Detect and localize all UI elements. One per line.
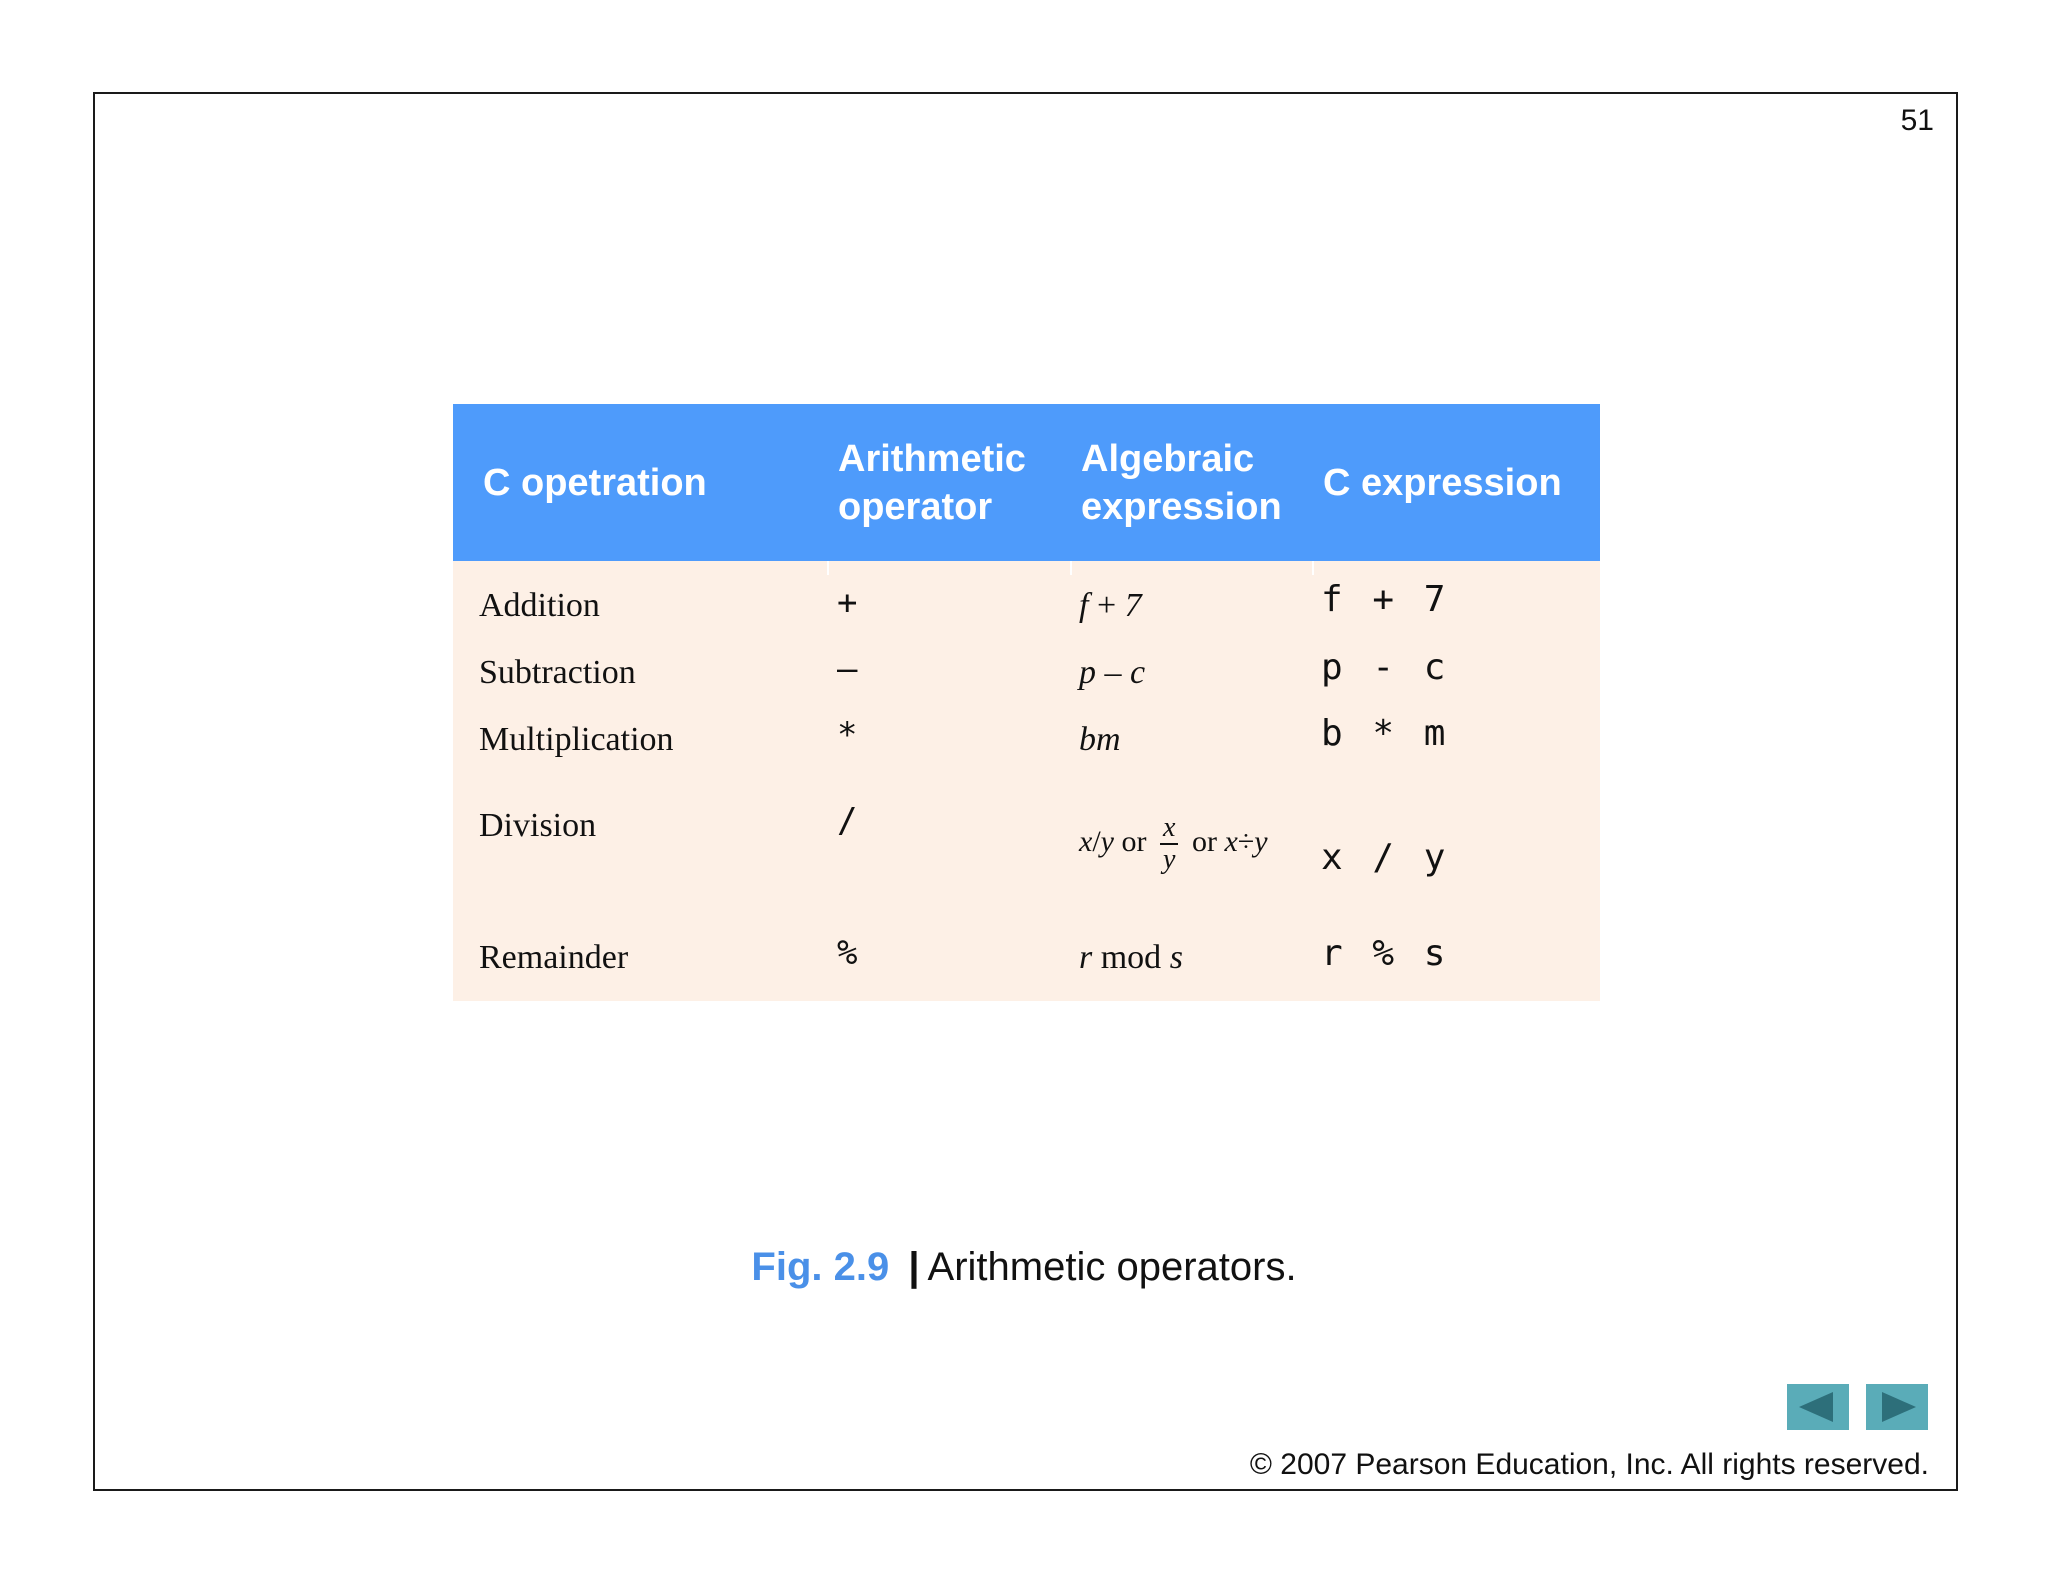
row-remainder-operation: Remainder (479, 939, 629, 976)
alg-operator: + (1088, 587, 1125, 624)
row-multiplication-operation: Multiplication (479, 721, 674, 758)
row-division-operation: Division (479, 807, 597, 844)
row-subtraction-operation: Subtraction (479, 654, 636, 691)
header-c-expression-label: C expression (1323, 461, 1562, 504)
page-number: 51 (1900, 104, 1934, 137)
alg-operator: mod (1092, 939, 1170, 976)
header-arithmetic-operator (838, 404, 1068, 561)
row-division-algebraic (1079, 813, 1268, 875)
row-addition-c-expression: f + 7 (1321, 579, 1450, 620)
alg-var: y (1254, 824, 1268, 858)
row-multiplication-algebraic (1079, 721, 1121, 759)
row-addition-algebraic (1079, 587, 1142, 625)
arithmetic-operators-table (453, 404, 1600, 1001)
header-arithmetic-operator-line1: Arithmetic (838, 437, 1026, 480)
alg-or: or (1184, 824, 1225, 858)
row-multiplication-c-expression: b * m (1321, 713, 1450, 754)
alg-var: y (1100, 824, 1114, 858)
alg-operator: / (1092, 824, 1101, 858)
row-division-operator: / (837, 801, 858, 841)
row-remainder-c-expression: r % s (1321, 933, 1450, 974)
row-subtraction-operator: – (837, 649, 858, 689)
fraction-numerator: x (1160, 813, 1178, 845)
row-remainder-algebraic (1079, 939, 1183, 977)
previous-slide-button[interactable] (1787, 1384, 1849, 1430)
figure-caption (0, 1245, 2048, 1290)
header-c-expression (1323, 404, 1562, 561)
alg-var: bm (1079, 721, 1121, 758)
row-subtraction-algebraic (1079, 654, 1145, 692)
triangle-left-icon (1787, 1384, 1849, 1430)
alg-var: s (1169, 939, 1183, 976)
triangle-right-icon (1866, 1384, 1928, 1430)
alg-var: 7 (1124, 587, 1142, 624)
fraction-denominator: y (1163, 844, 1176, 875)
column-divider (1312, 561, 1314, 575)
row-addition-operation: Addition (479, 587, 600, 624)
alg-var: x (1079, 824, 1093, 858)
table-header (453, 404, 1600, 561)
alg-var: c (1130, 654, 1146, 691)
alg-var: r (1079, 939, 1093, 976)
header-c-operation (483, 404, 707, 561)
row-subtraction-c-expression: p - c (1321, 647, 1450, 688)
row-division-c-expression: x / y (1321, 837, 1450, 878)
row-addition-operator: + (837, 583, 858, 623)
header-arithmetic-operator-line2: operator (838, 485, 993, 528)
figure-label: Fig. 2.9 (751, 1245, 890, 1289)
header-algebraic-expression-line1: Algebraic (1081, 437, 1255, 480)
caption-text: Arithmetic operators. (927, 1245, 1297, 1289)
row-multiplication-operator: * (837, 715, 858, 755)
column-divider (827, 561, 829, 575)
header-c-operation-label: C opetration (483, 461, 707, 504)
alg-var: p (1079, 654, 1096, 691)
header-algebraic-expression (1081, 404, 1311, 561)
column-divider (1070, 561, 1072, 575)
copyright-notice: © 2007 Pearson Education, Inc. All rights reserved. (1249, 1448, 1929, 1481)
next-slide-button[interactable] (1866, 1384, 1928, 1430)
table-body (453, 561, 1600, 1001)
header-algebraic-expression-line2: expression (1081, 485, 1282, 528)
alg-operator: – (1096, 654, 1130, 691)
alg-or: or (1114, 824, 1154, 858)
caption-separator: | (908, 1245, 920, 1289)
alg-var: f (1079, 587, 1089, 624)
alg-var: x (1224, 824, 1238, 858)
alg-fraction (1160, 813, 1178, 875)
alg-operator: ÷ (1237, 824, 1255, 858)
row-remainder-operator: % (837, 933, 858, 973)
